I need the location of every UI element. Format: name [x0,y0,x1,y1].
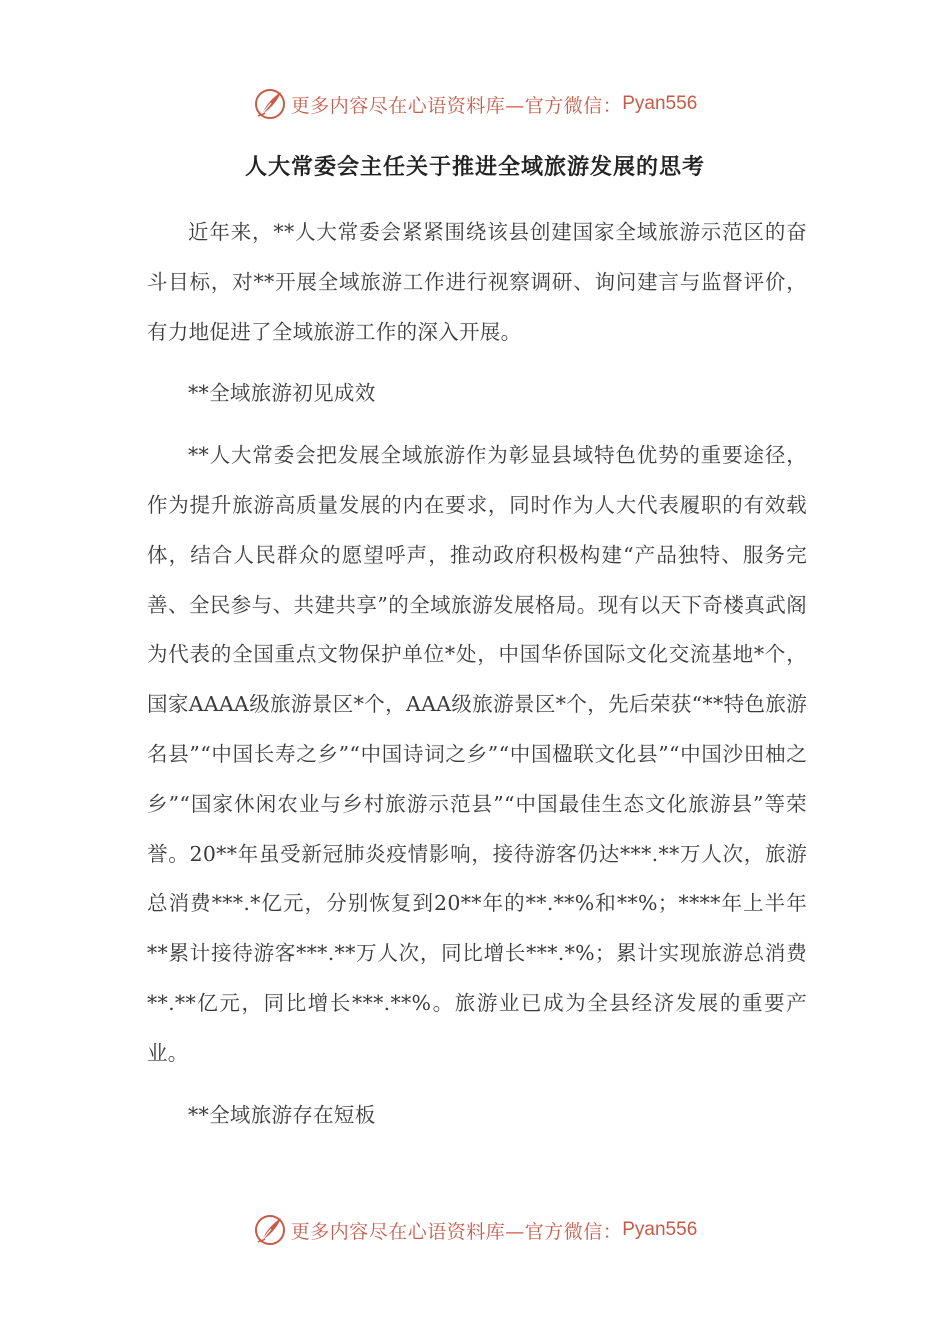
document-body [147,208,807,1140]
footer-banner [0,1210,950,1250]
document-title: 人大常委会主任关于推进全域旅游发展的思考 [244,154,705,180]
quill-pen-logo-icon [253,1213,287,1247]
paragraph-achievements: **人大常委会把发展全域旅游作为彰显县域特色优势的重要途径，作为提升旅游高质量发展的内在要求，同时作为人大代表履职的有效载体，结合人民群众的愿望呼声，推动政府积极构建“产品独特、服务完善、全民参与、共建共享”的全域旅游发展格局。现有以天下奇楼真武阁为代表的全国重点文物保护单位*处，中国华侨国际文化交流基地*个，国家AAAA级旅游景区*个，AAA级旅游景区*个，先后荣获“**特色旅游名县”“中国长寿之乡”“中国诗词之乡”“中国楹联文化县”“中国沙田柚之乡”“国家休闲农业与乡村旅游示范县”“中国最佳生态文化旅游县”等荣誉。20**年虽受新冠肺炎疫情影响，接待游客仍达***.**万人次，旅游总消费***.*亿元，分别恢复到20**年的**.**%和**%；****年上半年**累计接待游客***.**万人次，同比增长***.*%；累计实现旅游总消费**.**亿元，同比增长***.**%。旅游业已成为全县经济发展的重要产业。 [147,443,807,1065]
section-heading-shortcomings: **全域旅游存在短板 [188,1102,376,1127]
header-banner [0,84,950,124]
quill-pen-logo-icon [253,87,287,121]
section-heading-achievements: **全域旅游初见成效 [188,381,376,406]
banner-text: 更多内容尽在心语资料库—官方微信： [290,1220,623,1243]
paragraph-intro: 近年来，**人大常委会紧紧围绕该县创建国家全域旅游示范区的奋斗目标，对**开展全域旅游工作进行视察调研、询问建言与监督评价，有力地促进了全域旅游工作的深入开展。 [147,220,807,344]
banner-text: 更多内容尽在心语资料库—官方微信： [290,94,623,117]
banner-wechat-id: Pyan556 [622,93,698,114]
banner-wechat-id: Pyan556 [622,1219,698,1240]
